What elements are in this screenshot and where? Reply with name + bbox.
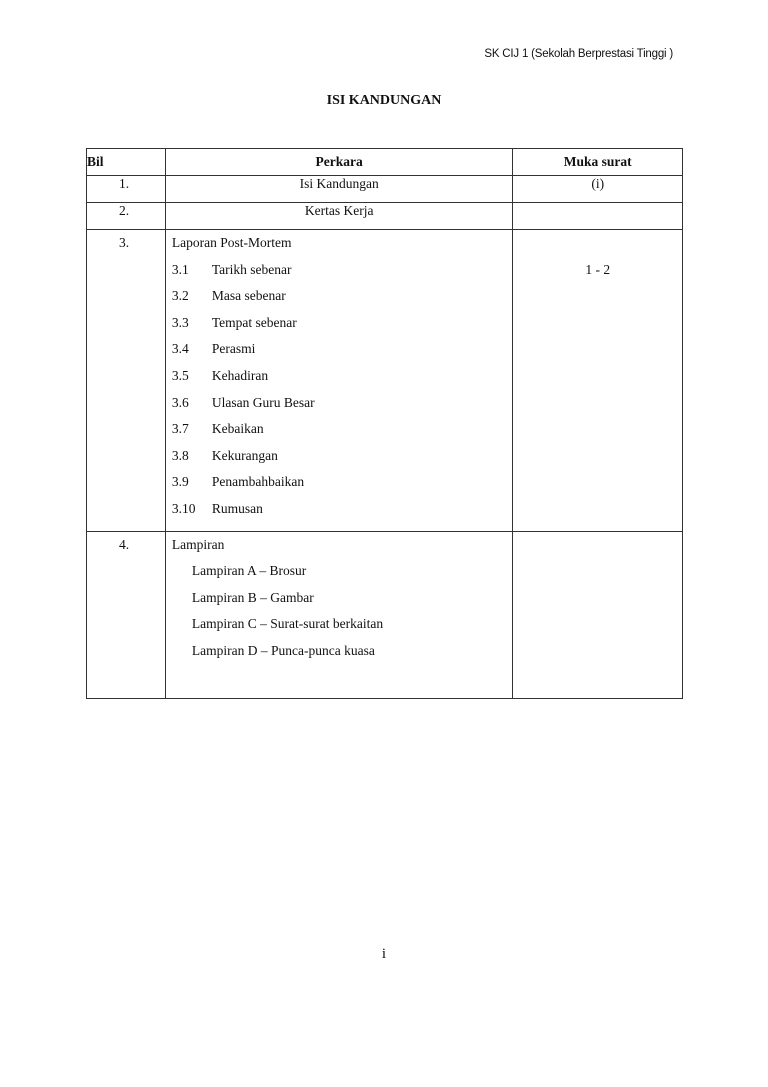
row-bil: 1. [87, 176, 166, 203]
page-title: ISI KANDUNGAN [326, 93, 442, 108]
row-bil: 2. [87, 203, 166, 230]
item-text: Penambahbaikan [211, 474, 305, 490]
row-perkara: Kertas Kerja [165, 203, 513, 230]
item-text: Tarikh sebenar [211, 261, 292, 277]
contents-table [86, 148, 683, 699]
list-item [172, 445, 513, 472]
list-item [172, 498, 513, 525]
item-number: 3.10 [171, 500, 196, 516]
item-text: Kebaikan [211, 421, 264, 437]
list-item: Lampiran A – Brosur [191, 563, 307, 579]
list-item [172, 392, 513, 419]
row-bil: 4. [87, 531, 166, 698]
header-note: SK CIJ 1 (Sekolah Berprestasi Tinggi ) [484, 48, 673, 60]
list-item [172, 471, 513, 498]
item-text: Masa sebenar [211, 288, 286, 304]
row-muka-surat: 1 - 2 [513, 230, 683, 532]
row-muka-surat [513, 203, 683, 230]
item-number: 3.3 [171, 314, 189, 330]
list-item: Lampiran B – Gambar [191, 589, 314, 605]
list-item [172, 365, 513, 392]
item-number: 3.2 [171, 288, 189, 304]
list-item: Lampiran D – Punca-punca kuasa [191, 642, 375, 658]
section-4-contents [165, 531, 513, 698]
list-item [172, 418, 513, 445]
item-text: Kekurangan [211, 447, 278, 463]
row-perkara: Isi Kandungan [165, 176, 513, 203]
section-heading: Laporan Post-Mortem [171, 235, 292, 250]
section-3-contents [165, 230, 513, 532]
item-number: 3.9 [171, 474, 189, 490]
item-text: Rumusan [211, 500, 263, 516]
list-item: Lampiran C – Surat-surat berkaitan [191, 616, 384, 632]
item-text: Ulasan Guru Besar [211, 394, 315, 410]
list-item [172, 259, 513, 286]
item-text: Kehadiran [211, 367, 269, 383]
item-number: 3.5 [171, 367, 189, 383]
item-number: 3.6 [171, 394, 189, 410]
item-text: Tempat sebenar [211, 314, 297, 330]
item-number: 3.7 [171, 421, 189, 437]
row-bil: 3. [87, 230, 166, 532]
table-row-section-3 [87, 230, 683, 532]
header-bil: Bil [87, 149, 166, 176]
item-text: Perasmi [211, 341, 256, 357]
table-header-row [87, 149, 683, 176]
row-muka-surat: (i) [513, 176, 683, 203]
list-item [172, 285, 513, 312]
list-item [172, 338, 513, 365]
table-row-section-4 [87, 531, 683, 698]
section-heading: Lampiran [171, 536, 225, 552]
table-row [87, 203, 683, 230]
row-muka-surat [513, 531, 683, 698]
table-row [87, 176, 683, 203]
item-number: 3.1 [171, 261, 189, 277]
header-muka-surat: Muka surat [513, 149, 683, 176]
header-perkara: Perkara [165, 149, 513, 176]
item-number: 3.4 [171, 341, 189, 357]
item-number: 3.8 [171, 447, 189, 463]
page-number: i [381, 946, 387, 962]
list-item [172, 312, 513, 339]
